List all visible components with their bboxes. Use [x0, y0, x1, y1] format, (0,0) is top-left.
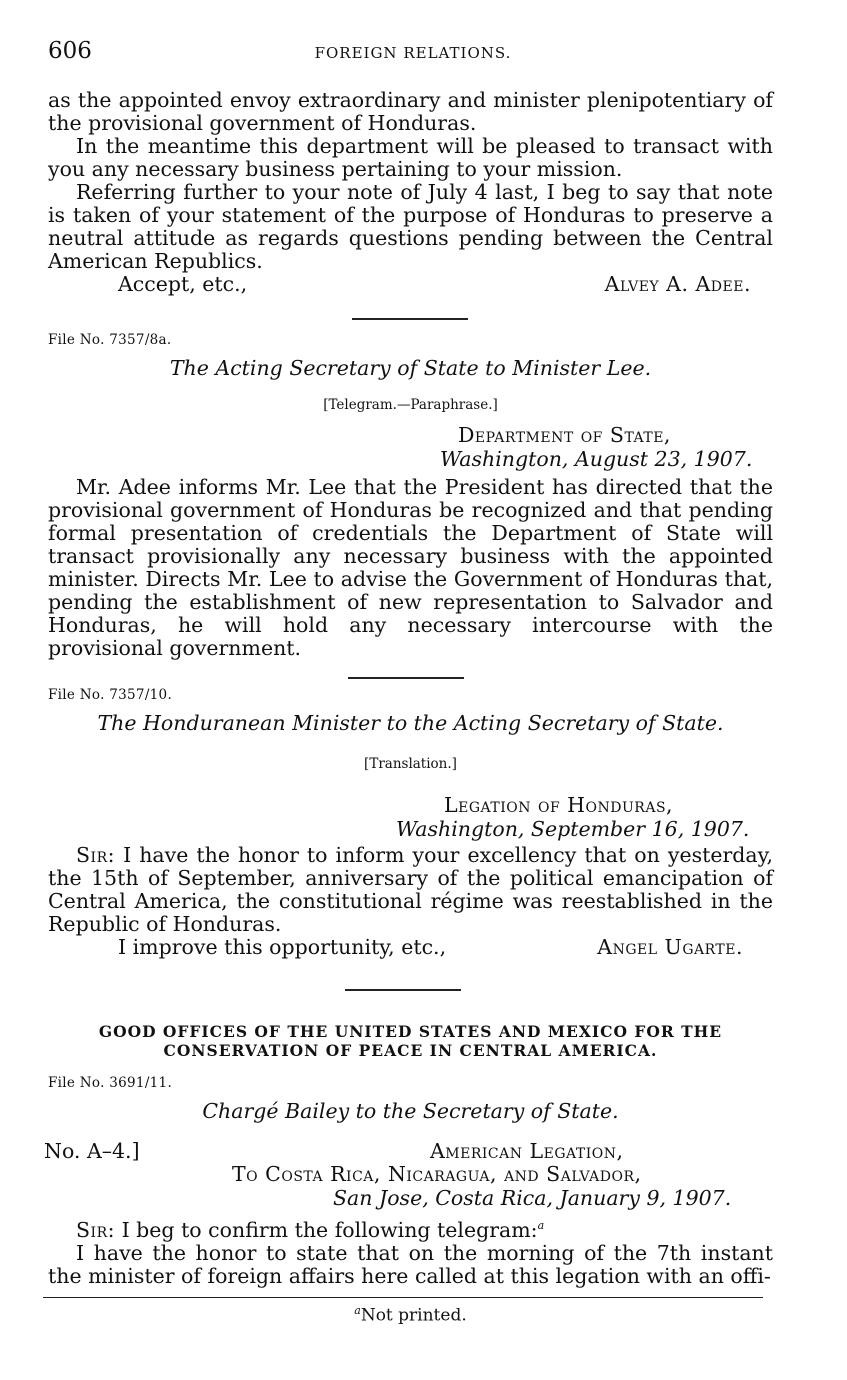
file-number: File No. 7357/10.: [48, 687, 173, 703]
file-number: File No. 7357/8a.: [48, 332, 172, 348]
intro-paragraph-2: In the meantime this department will be pleased to transact with you any necessary business pertaining to your mission.: [48, 134, 773, 181]
page-number: 606: [48, 38, 92, 64]
letter-signoff: [48, 936, 773, 959]
section-divider: [348, 677, 464, 679]
document-title: Chargé Bailey to the Secretary of State.: [202, 1099, 619, 1123]
section-divider: [345, 989, 461, 991]
despatch-number: No. A–4.]: [44, 1139, 140, 1163]
document-note: [Translation.]: [364, 756, 457, 772]
telegram-paragraph: Mr. Adee informs Mr. Lee that the President has directed that the provisional government of Honduras be recognized and that pending formal presentation of credentials the Department of State will transact provisionally any necessary business with the appointed minister. Directs Mr. Lee to advise the Government of Honduras that, pending the establishment of new representation to Salvador and Honduras, he will hold any necessary intercourse with the provisional government.: [48, 475, 773, 660]
intro-paragraph-1: as the appointed envoy extraordinary and minister plenipotentiary of the provisional government of Honduras.: [48, 88, 773, 135]
closing-text: Accept, etc.,: [118, 272, 248, 296]
letter-opening: [48, 1214, 773, 1242]
opening-line: I beg to confirm the following telegram:: [121, 1217, 538, 1242]
signature: Alvey A. Adee.: [604, 272, 751, 296]
footnote-rule: [43, 1297, 763, 1298]
document-body: [48, 1214, 773, 1288]
dateline-date: San Jose, Costa Rica, January 9, 1907.: [333, 1186, 732, 1210]
running-head: FOREIGN RELATIONS.: [314, 44, 512, 62]
document-body: [48, 844, 773, 959]
signature: Angel Ugarte.: [597, 935, 743, 959]
letter-body: I have the honor to inform your excellency that on yesterday, the 15th of September, anniversary of the political emancipation of Central America, the constitutional régime was reestablished in the Republic of Honduras.: [48, 843, 773, 936]
document-title: The Acting Secretary of State to Minister Lee.: [169, 356, 652, 380]
letter-paragraph: I have the honor to state that on the morning of the 7th instant the minister of foreign affairs here called at this legation with an offi-: [48, 1240, 773, 1288]
section-heading: [48, 1022, 773, 1060]
section-divider: [352, 318, 468, 320]
footnote-text: Not printed.: [360, 1305, 467, 1326]
salutation: Sir:: [76, 1217, 116, 1242]
intro-signoff: [48, 273, 773, 296]
intro-paragraph-3: Referring further to your note of July 4 last, I beg to say that note is taken of your statement of the purpose of Honduras to preserve a neutral attitude as regards questions pending between the Central American Republics.: [48, 180, 773, 273]
document-note: [Telegram.—Paraphrase.]: [323, 397, 498, 413]
footnote: [48, 1304, 773, 1326]
document-title: The Honduranean Minister to the Acting Secretary of State.: [97, 711, 724, 735]
letter-paragraph: [48, 844, 773, 936]
file-number: File No. 3691/11.: [48, 1075, 173, 1091]
salutation: Sir:: [76, 843, 116, 867]
closing-text: I improve this opportunity, etc.,: [118, 935, 447, 959]
footnote-mark: a: [354, 1304, 361, 1317]
dateline-place: American Legation,: [430, 1139, 624, 1163]
document-body: [48, 476, 773, 660]
dateline-place-2: To Costa Rica, Nicaragua, and Salvador,: [232, 1162, 642, 1186]
footnote-reference: a: [537, 1219, 545, 1232]
intro-section: [48, 89, 773, 296]
dateline-place: Department of State,: [458, 423, 671, 447]
dateline-date: Washington, September 16, 1907.: [396, 817, 750, 841]
dateline-place: Legation of Honduras,: [444, 793, 674, 817]
section-heading-line-1: GOOD OFFICES OF THE UNITED STATES AND MEXICO FOR THE: [98, 1022, 723, 1041]
section-heading-line-2: CONSERVATION OF PEACE IN CENTRAL AMERICA.: [163, 1041, 658, 1060]
page-header: [48, 38, 778, 68]
dateline-date: Washington, August 23, 1907.: [440, 447, 753, 471]
